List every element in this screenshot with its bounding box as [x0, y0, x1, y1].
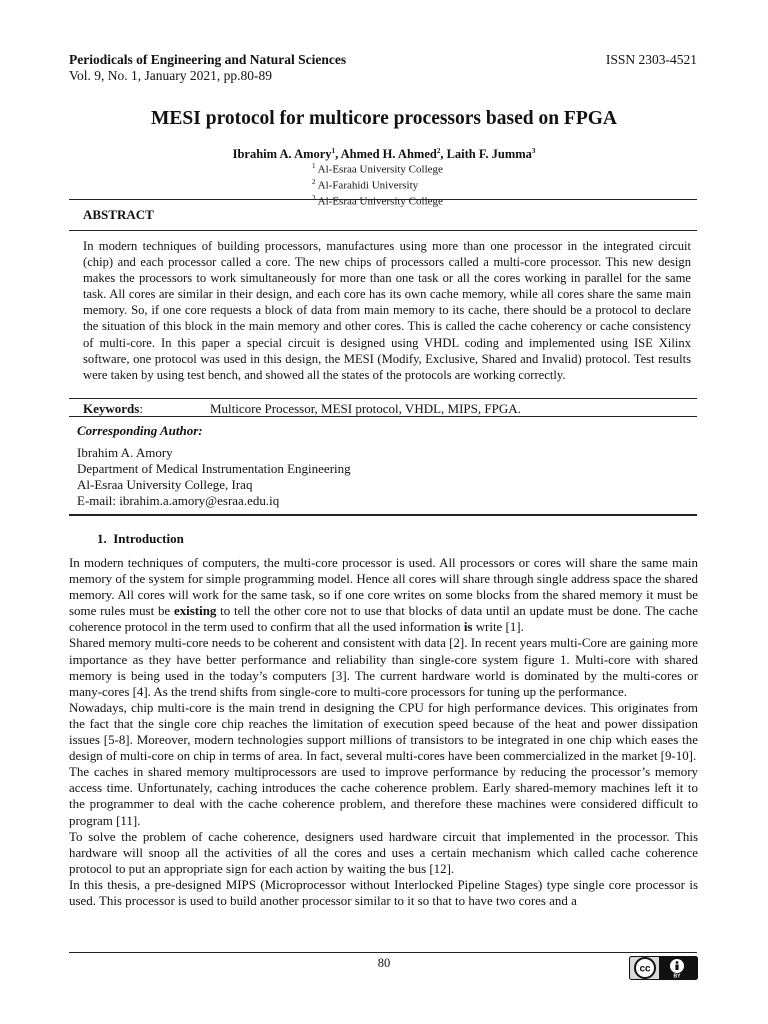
author-sup: 1 — [331, 147, 336, 155]
corresponding-heading: Corresponding Author: — [77, 423, 203, 438]
license-text: BY — [673, 973, 681, 980]
abstract-heading-rule — [69, 230, 697, 231]
keywords-top-rule — [69, 398, 697, 399]
author-name: Laith F. Jumma — [446, 147, 532, 162]
paragraph: In this thesis, a pre-designed MIPS (Microprocessor without Interlocked Pipeline Stages) type single core processor is used. This processor is used to build another processor similar to it so that to have two cores and a — [69, 876, 698, 908]
paragraph: Shared memory multi-core needs to be coherent and consistent with data [2]. In recent years multi-Core are gaining more importance as they have better performance and reliability than single-core system figure 1. Multi-core with shared memory is being used in the today’s computers [3]. The current hardware world is dominated by the multi-cores or many-cores [4]. As the trend shifts from single-core to multi-core processors for tuning up the performance. — [69, 635, 698, 699]
paragraph: To solve the problem of cache coherence, designers used hardware circuit that implemented in the processor. This hardware will snoop all the activities of all the cores and uses a certain mechanism which called cache coherence protocol to put an appropriate sign for each action by waiting the bus [12]. — [69, 828, 698, 876]
author-name: Ahmed H. Ahmed — [340, 147, 437, 162]
keywords-label: Keywords: — [83, 401, 143, 416]
issn: ISSN 2303-4521 — [605, 52, 697, 67]
volume-info: Vol. 9, No. 1, January 2021, pp.80-89 — [69, 68, 272, 83]
affiliation: $^1$ Al-Esraa University College — [312, 162, 443, 176]
author-sup: 2 — [436, 147, 441, 155]
section-heading-introduction: 1. Introduction — [97, 531, 184, 546]
author-name: Ibrahim A. Amory — [232, 147, 332, 162]
footer-rule — [69, 952, 697, 953]
affiliation: $^3$ Al-Esraa University College — [312, 194, 443, 208]
abstract-text: In modern techniques of building processors, manufactures using more than one processor in the integrated circuit (chip) and each processor called a core. The new chips of processors called a multi-core processor. This new design makes the processors to work simultaneously for more than one task or all the cores working in parallel for the same task. All cores are similar in their design, and each core has its own cache memory, while all cores share the same main memory. So, if one core requests a block of data from main memory to its cache, there should be a protocol to declare the situation of this block in the main memory and other cores. This is called the cache coherency or cache consistency of multi-core. In this paper a special circuit is designed using VHDL coding and implemented using ISE Xilinx software, one protocol was used in this design, the MESI (Modify, Exclusive, Shared and Invalid) protocol. Test results were taken by using test bench, and showed all the states of the protocols are working correctly. — [83, 239, 691, 382]
abstract-top-rule — [69, 199, 697, 200]
cc-by-icon — [629, 956, 698, 980]
corresponding-email[interactable]: E-mail: ibrahim.a.amory@esraa.edu.iq — [77, 493, 280, 508]
front-matter-bottom-rule — [69, 514, 697, 516]
corresponding-institution: Al-Esraa University College, Iraq — [77, 477, 253, 492]
paragraph: The caches in shared memory multiprocessors are used to improve performance by reducing the processor’s memory access time. Unfortunately, caching introduces the cache coherence problem. Early shared-memory machines left it to the programmer to deal with the cache coherence problem, and therefore these machines were considered difficult to program [11]. — [69, 764, 698, 828]
paragraph: In modern techniques of computers, the multi-core processor is used. All processors or cores will share the same main memory of the system for simple programming model. Hence all cores will share through single address space the shared memory. All cores will work for the same task, so if one core writes on some blocks from the shared memory it must be some rules must be existing to tell the other core not to use that blocks of data until an update must be done. The cache coherence protocol in the term used to confirm that all the used information is write [1]. — [69, 555, 698, 635]
author-list: Ibrahim A. Amory$^1$, Ahmed H. Ahmed$^2$, Laith F. Jumma$^3$ — [232, 147, 536, 162]
affiliation-list — [312, 160, 443, 208]
corresponding-department: Department of Medical Instrumentation Engineering — [77, 461, 351, 476]
svg-text:cc: cc — [639, 963, 651, 975]
paper-title: MESI protocol for multicore processors based on FPGA — [151, 108, 617, 129]
paragraph: Nowadays, chip multi-core is the main trend in designing the CPU for high performance devices. This originates from the fact that the single core chip reaches the limitation of execution speed because of the heat and power dissipation issues [5-8]. Moreover, modern technologies support millions of transistors to be integrated in one chip which eases the design of multi-core on chip in terms of area. In fact, several multi-cores have been commercialized in the market [9-10]. — [69, 699, 698, 764]
author-sup: 3 — [531, 147, 536, 155]
journal-name: Periodicals of Engineering and Natural Sciences — [69, 52, 347, 67]
page-number: 80 — [377, 956, 391, 970]
keywords-text: Multicore Processor, MESI protocol, VHDL, MIPS, FPGA. — [210, 401, 521, 416]
keywords-bottom-rule — [69, 416, 697, 417]
corresponding-details — [77, 445, 351, 509]
corresponding-name: Ibrahim A. Amory — [77, 445, 173, 460]
introduction-body — [69, 555, 698, 909]
abstract-heading: ABSTRACT — [83, 207, 154, 222]
affiliation: $^2$ Al-Farahidi University — [312, 178, 419, 192]
